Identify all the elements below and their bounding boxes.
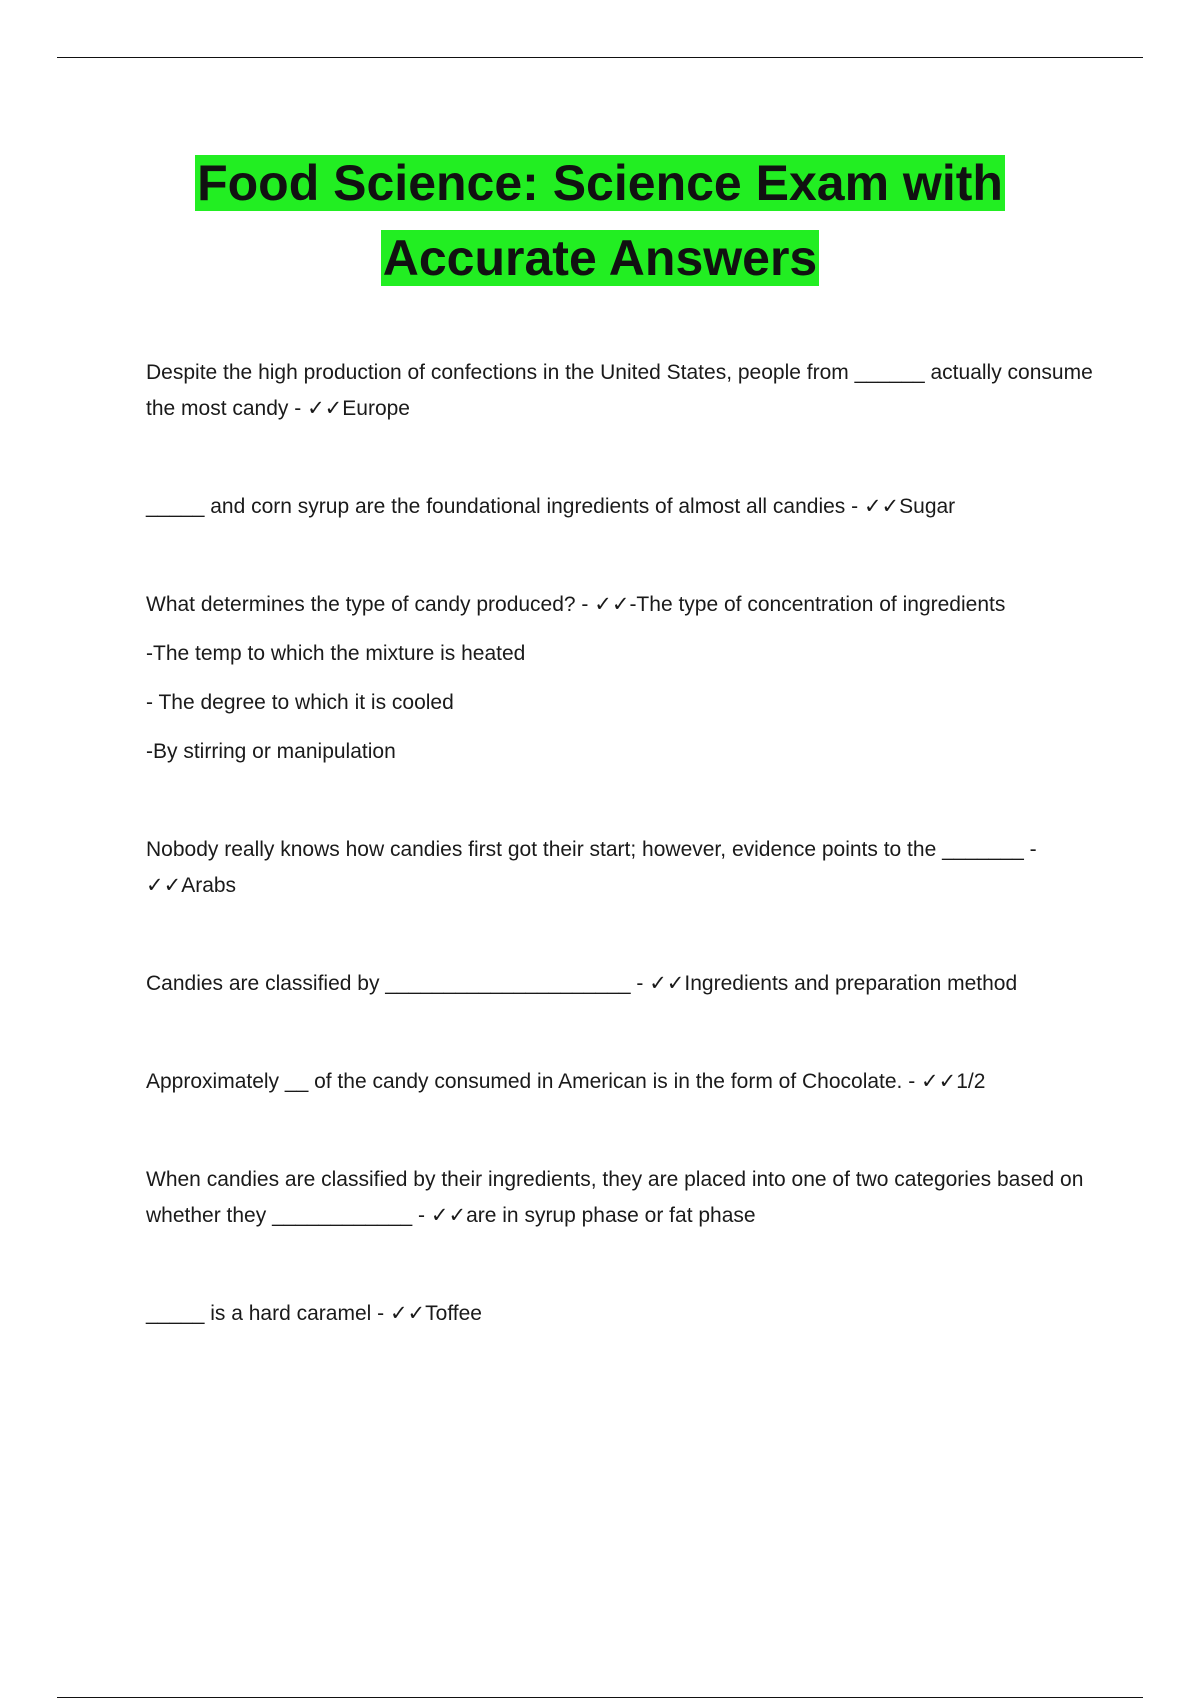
- header-rule: [57, 57, 1143, 58]
- question-item-7: [146, 1162, 1096, 1234]
- question-text: When candies are classified by their ingredients, they are placed into one of two categories based on whether they ____________ - ✓✓are in syrup phase or fat phase: [146, 1168, 1084, 1227]
- title-highlight-2: Accurate Answers: [382, 230, 818, 286]
- title-highlight-1: Food Science: Science Exam with: [197, 155, 1003, 211]
- question-text: Nobody really knows how candies first got their start; however, evidence points to the _______ - ✓✓Arabs: [146, 838, 1037, 897]
- question-list: [146, 355, 1096, 1394]
- question-text: Candies are classified by _____________________ - ✓✓Ingredients and preparation method: [146, 972, 1018, 995]
- answer-line: -By stirring or manipulation: [146, 740, 396, 763]
- question-item-3: [146, 587, 1096, 770]
- document-title: [0, 146, 1200, 296]
- question-item-8: [146, 1296, 1096, 1332]
- question-text: _____ is a hard caramel - ✓✓Toffee: [146, 1302, 482, 1325]
- question-text: Despite the high production of confections in the United States, people from ______ actually consume the most candy - ✓✓Europe: [146, 361, 1093, 420]
- answer-line: - The degree to which it is cooled: [146, 691, 454, 714]
- question-item-6: [146, 1064, 1096, 1100]
- question-item-1: [146, 355, 1096, 427]
- question-text: _____ and corn syrup are the foundational ingredients of almost all candies - ✓✓Sugar: [146, 495, 956, 518]
- title-line-2: [0, 221, 1200, 296]
- footer-rule: [57, 1697, 1143, 1698]
- question-item-2: [146, 489, 1096, 525]
- answer-line: -The temp to which the mixture is heated: [146, 642, 526, 665]
- question-item-4: [146, 832, 1096, 904]
- title-line-1: [0, 146, 1200, 221]
- question-item-5: [146, 966, 1096, 1002]
- question-text: Approximately __ of the candy consumed in American is in the form of Chocolate. - ✓✓1/2: [146, 1070, 986, 1093]
- question-text: What determines the type of candy produced? - ✓✓-The type of concentration of ingredients: [146, 593, 1006, 616]
